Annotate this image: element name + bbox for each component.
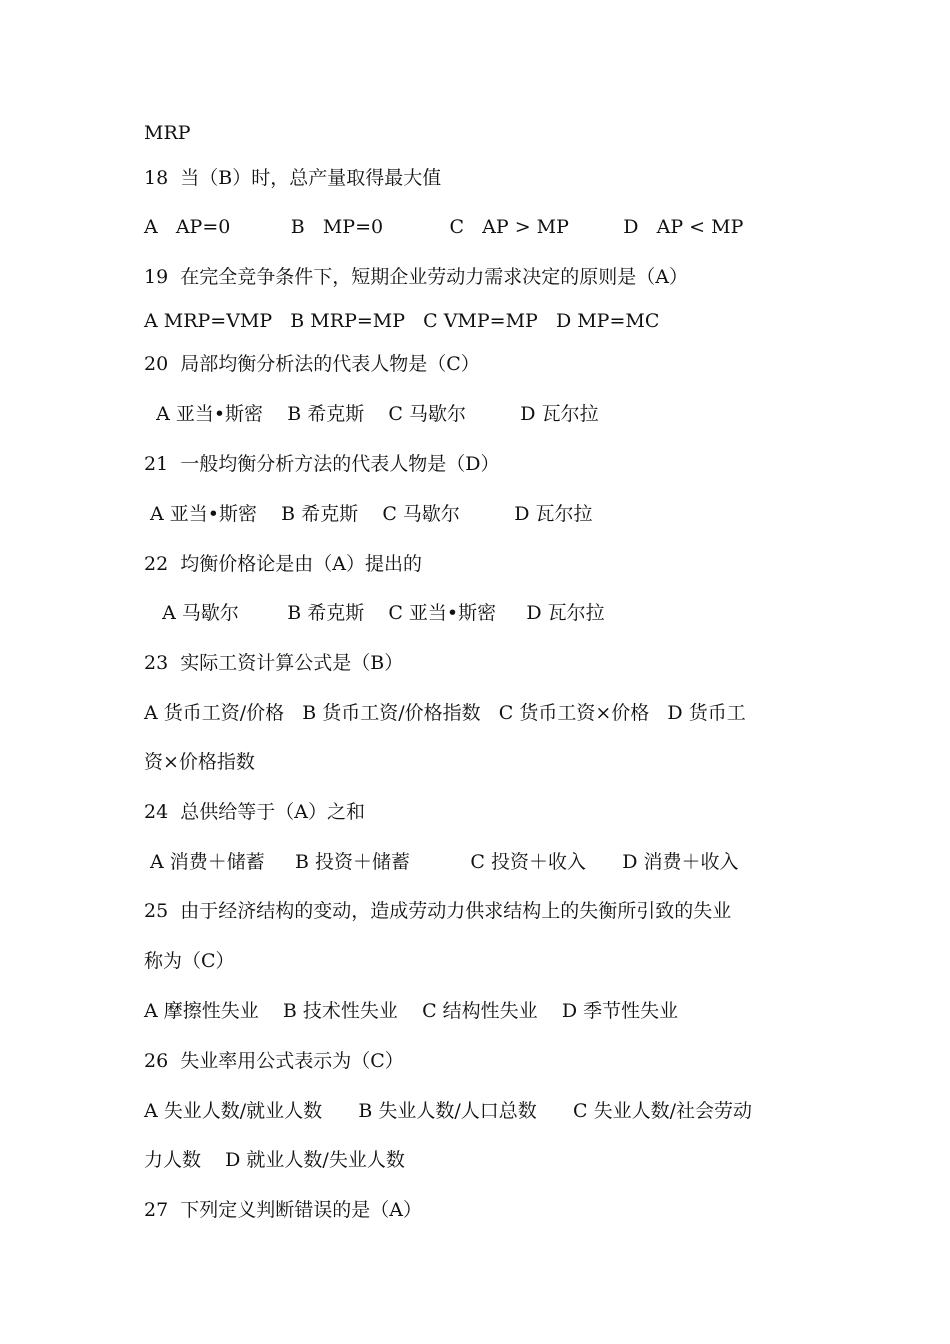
question-23: 23 实际工资计算公式是（B） [144, 652, 404, 674]
question-27: 27 下列定义判断错误的是（A） [144, 1199, 422, 1221]
options-26-cont: 力人数 D 就业人数/失业人数 [144, 1149, 405, 1171]
question-18: 18 当（B）时，总产量取得最大值 [144, 167, 442, 189]
options-23: A 货币工资/价格 B 货币工资/价格指数 C 货币工资×价格 D 货币工 [144, 702, 746, 724]
question-25-cont: 称为（C） [144, 950, 235, 972]
options-22: A 马歇尔 B 希克斯 C 亚当•斯密 D 瓦尔拉 [144, 602, 605, 624]
options-26: A 失业人数/就业人数 B 失业人数/人口总数 C 失业人数/社会劳动 [144, 1100, 753, 1122]
options-21: A 亚当•斯密 B 希克斯 C 马歇尔 D 瓦尔拉 [144, 503, 593, 525]
question-19: 19 在完全竞争条件下，短期企业劳动力需求决定的原则是（A） [144, 266, 688, 288]
options-25: A 摩擦性失业 B 技术性失业 C 结构性失业 D 季节性失业 [144, 1000, 679, 1022]
question-21: 21 一般均衡分析方法的代表人物是（D） [144, 453, 500, 475]
question-25: 25 由于经济结构的变动，造成劳动力供求结构上的失衡所引致的失业 [144, 900, 732, 922]
options-24: A 消费＋储蓄 B 投资＋储蓄 C 投资＋收入 D 消费＋收入 [144, 851, 739, 873]
options-23-cont: 资×价格指数 [144, 751, 255, 773]
question-22: 22 均衡价格论是由（A）提出的 [144, 553, 422, 575]
options-20: A 亚当•斯密 B 希克斯 C 马歇尔 D 瓦尔拉 [144, 403, 599, 425]
options-18: A AP=0 B MP=0 C AP > MP D AP < MP [144, 216, 744, 238]
question-20: 20 局部均衡分析法的代表人物是（C） [144, 353, 480, 375]
options-19: A MRP=VMP B MRP=MP C VMP=MP D MP=MC [144, 310, 660, 332]
text-line: MRP [144, 122, 191, 144]
question-24: 24 总供给等于（A）之和 [144, 801, 365, 823]
question-26: 26 失业率用公式表示为（C） [144, 1050, 404, 1072]
